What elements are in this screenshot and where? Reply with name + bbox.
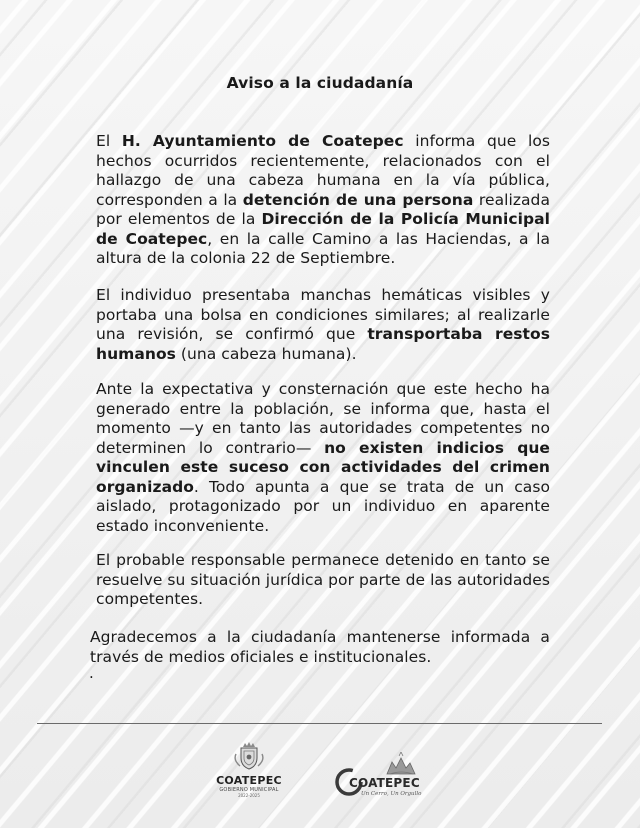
footer-divider	[37, 723, 602, 724]
body-text: Agradecemos a la ciudadanía mantenerse informada a través de medios oficiales e institucionales.	[90, 628, 550, 666]
emphasis-text: detención de una persona	[242, 190, 474, 209]
paragraph-1	[96, 132, 550, 269]
emphasis-text: no existen indicios que vinculen este suceso con actividades del crimen organizado	[96, 438, 550, 496]
logo-right-tagline: Un Cerro, Un Orgullo	[361, 791, 422, 797]
logo-left-wordmark: COATEPEC	[216, 774, 282, 787]
logo-right-wordmark: COATEPEC	[349, 776, 420, 790]
paragraph-2	[96, 286, 550, 364]
emphasis-text: H. Ayuntamiento de Coatepec	[121, 132, 404, 150]
emphasis-text: Dirección de la Policía Municipal de Coatepec	[96, 210, 550, 248]
trailing-dot: .	[89, 664, 94, 682]
logo-left-subtitle: GOBIERNO MUNICIPAL	[219, 787, 279, 793]
paragraph-5	[90, 628, 550, 667]
coatepec-brand-logo	[335, 752, 425, 804]
logo-left-years: 2022-2025	[238, 793, 260, 798]
municipal-government-logo	[210, 742, 288, 802]
body-text: (una cabeza humana).	[175, 344, 357, 363]
body-text: . Todo apunta a que se trata de un caso aislado, protagonizado por un individuo en aparente estado inconveniente.	[96, 477, 550, 535]
notice-title: Aviso a la ciudadanía	[226, 74, 414, 92]
body-text: , en la calle Camino a las Haciendas, a la altura de la colonia 22 de Septiembre.	[96, 229, 550, 267]
coat-of-arms-icon	[232, 742, 266, 770]
body-text: informa que los hechos ocurridos recientemente, relacionados con el hallazgo de una cabeza humana en la vía pública, corresponden a la	[96, 132, 550, 209]
emphasis-text: transportaba restos humanos	[96, 325, 550, 363]
body-text: realizada por elementos de la	[96, 190, 550, 228]
paragraph-4	[96, 551, 550, 610]
body-text: Ante la expectativa y consternación que este hecho ha generado entre la población, se informa que, hasta el momento —y en tanto las autoridades competentes no determinen lo contrario—	[96, 380, 550, 457]
paragraph-3	[96, 380, 550, 536]
body-text: El individuo presentaba manchas hemáticas visibles y portaba una bolsa en condiciones similares; al realizarle una revisión, se confirmó que	[96, 286, 550, 343]
body-text: El	[96, 132, 122, 150]
body-text: El probable responsable permanece detenido en tanto se resuelve su situación jurídica por parte de las autoridades competentes.	[96, 551, 550, 608]
